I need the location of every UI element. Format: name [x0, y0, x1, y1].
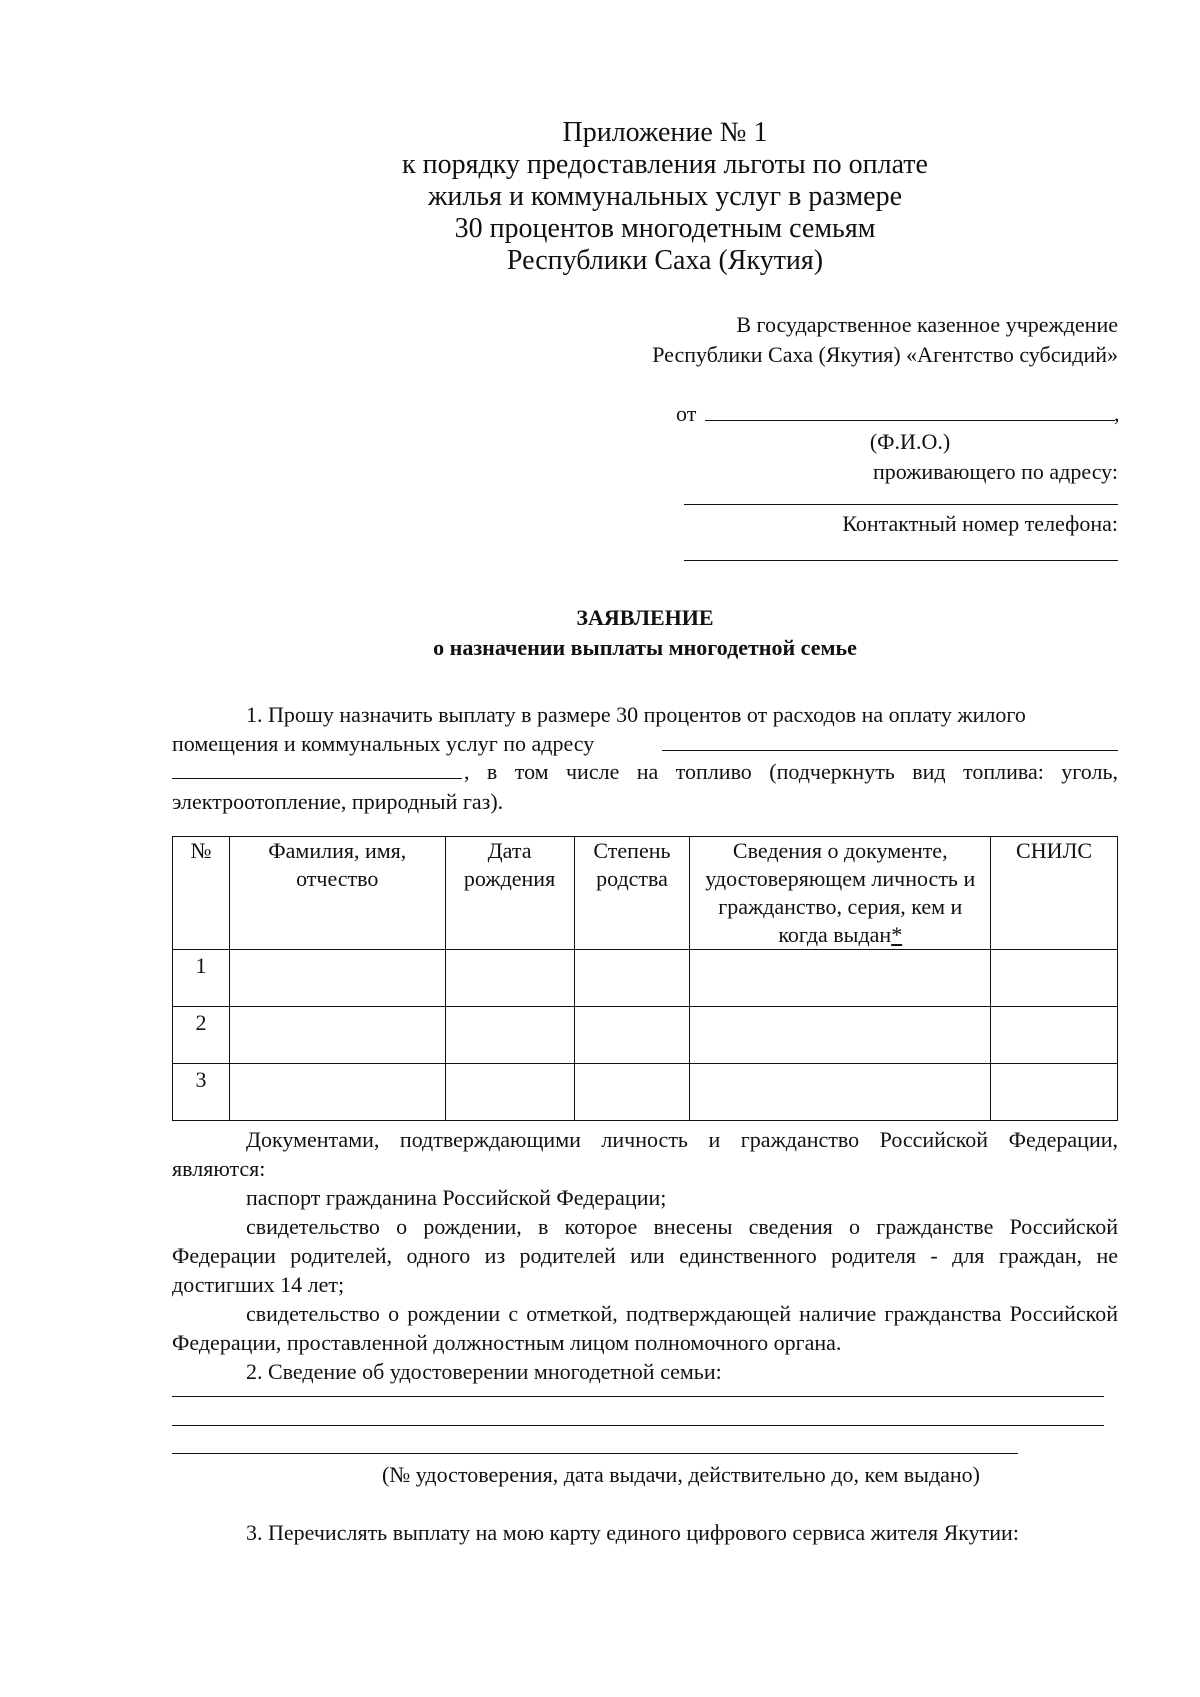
header-snils: СНИЛС — [991, 837, 1118, 950]
table-header-row — [173, 837, 1118, 950]
item1-line-4: электроотопление, природный газ). — [172, 789, 504, 814]
appendix-line-5: Республики Саха (Якутия) — [506, 245, 824, 276]
phone-field[interactable] — [684, 560, 1118, 561]
cell-relation[interactable] — [574, 1007, 690, 1064]
address-field[interactable] — [684, 504, 1118, 505]
appendix-header — [385, 117, 945, 277]
cell-document[interactable] — [690, 1064, 991, 1121]
table-row — [173, 1007, 1118, 1064]
family-certificate-field-2[interactable] — [172, 1425, 1104, 1426]
table-row — [173, 950, 1118, 1007]
from-comma: , — [1114, 401, 1120, 426]
addressee-line-1: В государственное казенное учреждение — [736, 312, 1118, 337]
cell-name[interactable] — [229, 1007, 445, 1064]
header-document — [690, 837, 991, 950]
header-relation: Степень родства — [574, 837, 690, 950]
cell-relation[interactable] — [574, 950, 690, 1007]
cell-name[interactable] — [229, 1064, 445, 1121]
header-document-text: Сведения о документе, удостоверяющем личность и гражданство, серия, кем и когда выдан — [705, 838, 976, 947]
fio-caption: (Ф.И.О.) — [869, 429, 951, 454]
cell-name[interactable] — [229, 950, 445, 1007]
item2-caption: (№ удостоверения, дата выдачи, действительно до, кем выдано) — [381, 1462, 981, 1487]
family-certificate-field-3[interactable] — [172, 1453, 1018, 1454]
from-label: от — [676, 401, 697, 426]
cell-snils[interactable] — [991, 950, 1118, 1007]
row-number: 2 — [173, 1007, 230, 1064]
cell-dob[interactable] — [445, 1007, 574, 1064]
documents-birth-cert-1: свидетельство о рождении, в которое внесены сведения о гражданстве Российской Федерации родителей, одного из родителей или единственного родителя - для граждан, не достигших 14 лет; — [172, 1214, 1118, 1297]
family-members-table — [172, 836, 1118, 1121]
cell-relation[interactable] — [574, 1064, 690, 1121]
service-address-field[interactable] — [662, 750, 1118, 751]
addressee-line-2: Республики Саха (Якутия) «Агентство субсидий» — [652, 342, 1118, 367]
fio-field[interactable] — [705, 420, 1115, 421]
service-address-field-2[interactable] — [172, 778, 462, 779]
documents-passport: паспорт гражданина Российской Федерации; — [246, 1185, 667, 1210]
header-dob: Дата рождения — [445, 837, 574, 950]
item1-line-3: , в том числе на топливо (подчеркнуть вид топлива: уголь, — [464, 759, 1118, 784]
appendix-line-1: Приложение № 1 — [562, 117, 768, 148]
cell-document[interactable] — [690, 950, 991, 1007]
cell-snils[interactable] — [991, 1064, 1118, 1121]
addressee-block — [518, 310, 1118, 370]
table-row — [173, 1064, 1118, 1121]
footnote-mark: * — [891, 922, 903, 947]
cell-dob[interactable] — [445, 1064, 574, 1121]
address-label: проживающего по адресу: — [872, 459, 1118, 484]
documents-intro: Документами, подтверждающими личность и гражданство Российской Федерации, являются: — [172, 1127, 1118, 1181]
item1-line-1: 1. Прошу назначить выплату в размере 30 процентов от расходов на оплату жилого — [246, 702, 1026, 727]
item2-label: 2. Сведение об удостоверении многодетной семьи: — [246, 1359, 722, 1384]
cell-snils[interactable] — [991, 1007, 1118, 1064]
header-name: Фамилия, имя, отчество — [229, 837, 445, 950]
family-certificate-field-1[interactable] — [172, 1396, 1104, 1397]
item1-line-2: помещения и коммунальных услуг по адресу — [172, 731, 595, 756]
document-subtitle: о назначении выплаты многодетной семье — [433, 635, 857, 660]
header-num: № — [173, 837, 230, 950]
row-number: 3 — [173, 1064, 230, 1121]
cell-document[interactable] — [690, 1007, 991, 1064]
row-number: 1 — [173, 950, 230, 1007]
document-title: ЗАЯВЛЕНИЕ — [576, 605, 714, 630]
appendix-line-4: 30 процентов многодетным семьям — [454, 213, 876, 244]
cell-dob[interactable] — [445, 950, 574, 1007]
phone-label: Контактный номер телефона: — [842, 511, 1118, 536]
appendix-line-3: жилья и коммунальных услуг в размере — [428, 181, 902, 212]
appendix-line-2: к порядку предоставления льготы по оплате — [402, 149, 928, 180]
item3-label: 3. Перечислять выплату на мою карту единого цифрового сервиса жителя Якутии: — [246, 1520, 1019, 1545]
documents-birth-cert-2: свидетельство о рождении с отметкой, подтверждающей наличие гражданства Российской Федерации, проставленной должностным лицом полномочного органа. — [172, 1301, 1118, 1355]
